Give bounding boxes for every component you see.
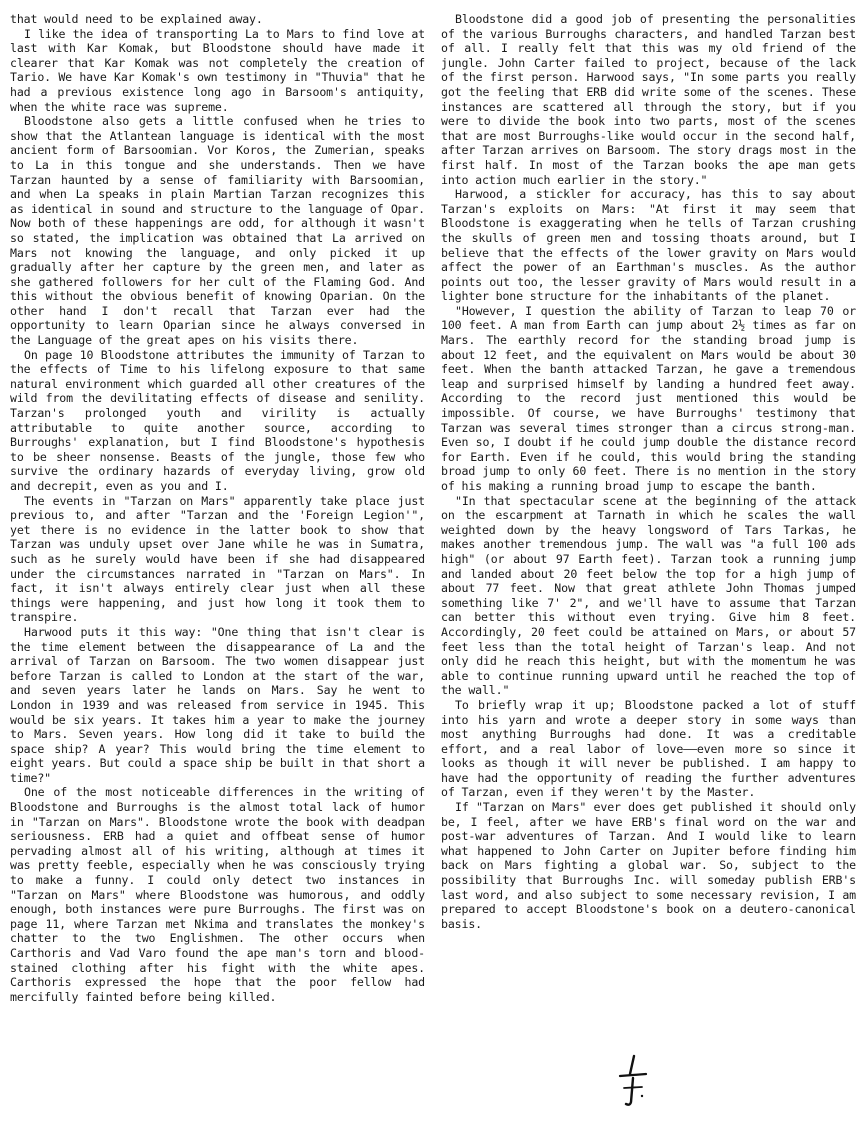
left-column: [10, 12, 425, 1004]
paragraph: The events in "Tarzan on Mars" apparently take place just previous to, and after "Tarzan and the 'Foreign Legion'", yet there is no evidence in the latter book to show that Tarzan was unduly upset over Jane while he was in Sumatra, such as he surely would have been if she had disappeared under the circumstances narrated in "Tarzan on Mars". In fact, it isn't always entirely clear just when all these things were happening, and just how long it took them to transpire.: [10, 493, 425, 625]
right-column: [441, 12, 856, 931]
paragraph: "In that spectacular scene at the beginning of the attack on the escarpment at Tarnath in which he scales the wall weighted down by the heavy longsword of Tars Tarkas, he makes another tremendous jump. The wall was "a full 100 ads high" (or about 97 Earth feet). Tarzan took a running jump and landed about 20 feet below the top for a high jump of about 77 feet. Now that great athlete John Thomas jumped something like 7' 2", and we'll have to assume that Tarzan can better this without even trying. Give him 8 feet. Accordingly, 20 feet could be attained on Mars, or about 57 feet less than the total height of Tarzan's leap. And not only did he reach this height, but with the momentum he was able to continue running upward until he reached the top of the wall.": [441, 493, 856, 698]
paragraph: that would need to be explained away.: [10, 12, 263, 26]
paragraph: Bloodstone did a good job of presenting the personalities of the various Burroughs characters, and handled Tarzan best of all. I really felt that this was my old friend of the jungle. John Carter failed to project, because of the lack of the first person. Harwood says, "In some parts you really got the feeling that ERB did write some of the scenes. These instances are scattered all through the story, but if you were to divide the book into two parts, most of the scenes that are most Burroughs-like would occur in the second half, after Tarzan arrives on Barsoom. The story drags most in the first half. In most of the Tarzan books the ape man gets into action much earlier in the story.": [441, 12, 856, 187]
paragraph: I like the idea of transporting La to Mars to find love at last with Kar Komak, but Bloodstone should have made it clearer that Kar Komak was not completely the creation of Tario. We have Kar Komak's own testimony in "Thuvia" that he had a previous existence long ago in Barsoom's antiquity, when the white race was supreme.: [10, 26, 425, 114]
paragraph: Bloodstone also gets a little confused when he tries to show that the Atlantean language is identical with the most ancient form of Barsoomian. Vor Koros, the Zumerian, speaks to La in this tongue and she understands. Then we have Tarzan haunted by a sense of familiarity with Barsoomian, and when La speaks in plain Martian Tarzan recognizes this as identical in sound and structure to the language of Opar. Now both of these happenings are odd, for although it wasn't so stated, the implication was obtained that La arrived on Mars not knowing the language, and only picked it up gradually after her capture by the green men, and later as she gathered followers for her cult of the Flaming God. And this without the obvious benefit of knowing Oparian. On the other hand I don't recall that Tarzan ever had the opportunity to learn Oparian since he always conversed in the Language of the great apes on his visits there.: [10, 114, 425, 348]
paragraph: If "Tarzan on Mars" ever does get published it should only be, I feel, after we have ERB's final word on the war and post-war adventures of Tarzan. And I would like to learn what happened to John Carter on Jupiter before finding him back on Mars fighting a global war. So, subject to the possibility that Burroughs Inc. will someday publish ERB's last word, and also subject to some necessary revision, I am prepared to accept Bloodstone's book on a deutero-canonical basis.: [441, 800, 856, 931]
paragraph: "However, I question the ability of Tarzan to leap 70 or 100 feet. A man from Earth can jump about 2½ times as far on Mars. The earthly record for the standing broad jump is about 12 feet, and the equivalent on Mars would be about 30 feet. When the banth attacked Tarzan, he gave a tremendous leap and surprised himself by landing a hundred feet away. According to the record just mentioned this would be impossible. Of course, we have Burroughs' testimony that Tarzan was several times stronger than a circus strong-man. Even so, I doubt if he could jump double the distance record for Earth. Even if he could, this would bring the standing broad jump to only 60 feet. There is no mention in the story of his making a running broad jump to escape the banth.: [441, 303, 856, 493]
paragraph: One of the most noticeable differences in the writing of Bloodstone and Burroughs is the almost total lack of humor in "Tarzan on Mars". Bloodstone wrote the book with deadpan seriousness. ERB had a quiet and offbeat sense of humor pervading almost all of his writing, although at times it was pretty feeble, especially when he was consciously trying to make a funny. I could only detect two instances in "Tarzan on Mars" where Bloodstone was humorous, and oddly enough, both instances were pure Burroughs. The first was on page 11, where Tarzan met Nkima and translates the monkey's chatter to the two Englishmen. The other occurs when Carthoris and Vad Varo found the ape man's torn and blood-stained clothing after his fight with the white apes. Carthoris expressed the hope that the poor fellow had mercifully fainted before being killed.: [10, 785, 425, 1004]
paragraph: Harwood puts it this way: "One thing that isn't clear is the time element between the disappearance of La and the arrival of Tarzan on Barsoom. The two women disappear just before Tarzan is called to London at the start of the war, and seven years later he lands on Mars. Say he went to London in 1939 and was released from service in 1945. This would be six years. It takes him a year to make the journey to Mars. Seven years. How long did it take to build the space ship? A year? This would bring the time element to eight years. But could a space ship be built in that short a time?": [10, 624, 425, 785]
paragraph: To briefly wrap it up; Bloodstone packed a lot of stuff into his yarn and wrote a deeper story in some ways than most anything Burroughs had done. It was a creditable effort, and a real labor of love——even more so since it looks as though it will never be published. I am happy to have had the opportunity of reading the further adventures of Tarzan, even if they weren't by the Master.: [441, 697, 856, 800]
author-signature-mark: [612, 1052, 652, 1112]
paragraph: Harwood, a stickler for accuracy, has this to say about Tarzan's exploits on Mars: "At first it may seem that Bloodstone is exaggerating when he tells of Tarzan crushing the skulls of green men and tossing thoats around, but I believe that the effects of the lower gravity on Mars would affect the power of an Earthman's muscles. As the author points out too, the lesser gravity of Mars would result in a lighter bone structure for the inhabitants of the planet.: [441, 187, 856, 304]
paragraph: On page 10 Bloodstone attributes the immunity of Tarzan to the effects of Time to his lifelong exposure to that same natural environment which guarded all other creatures of the wild from the devilitating effects of disease and senility. Tarzan's prolonged youth and virility is actually attributable to quite another source, according to Burroughs' explanation, but I find Bloodstone's hypothesis to be sheer nonsense. Beasts of the jungle, those few who survive the ordinary hazards of everyday living, grow old and decrepit, even as you and I.: [10, 347, 425, 493]
